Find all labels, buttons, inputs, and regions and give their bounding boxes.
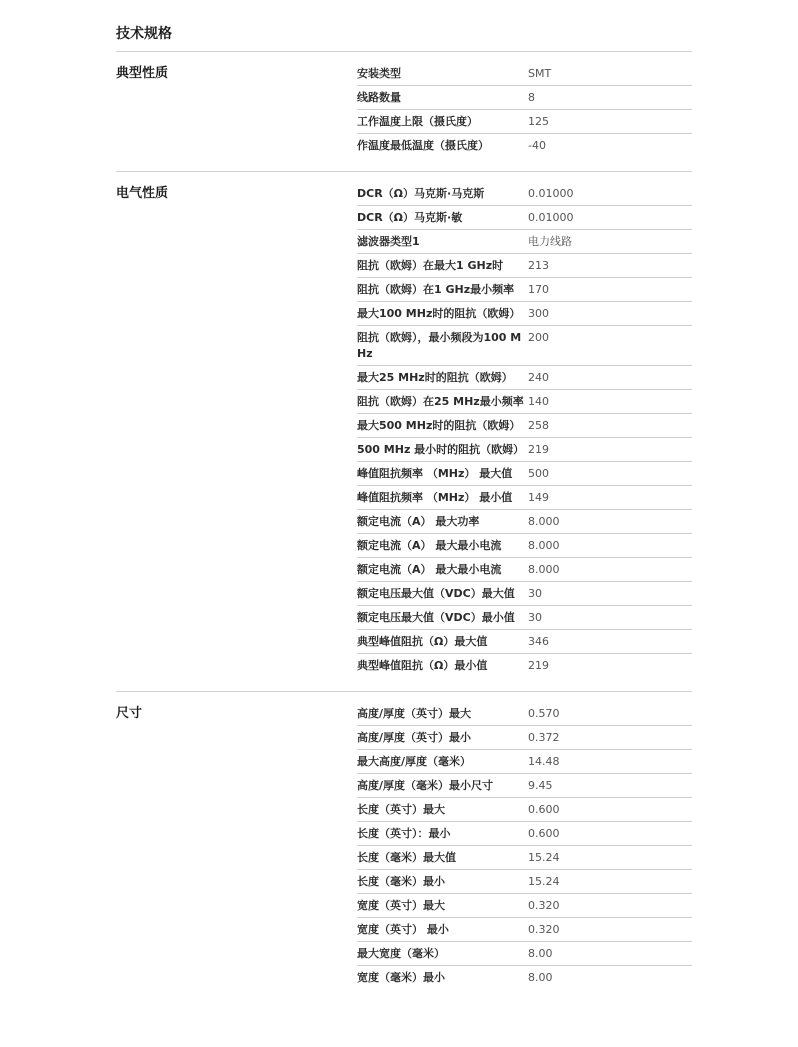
spec-label: 峰值阻抗频率 （MHz） 最小值 <box>357 491 513 504</box>
spec-row <box>357 438 692 462</box>
spec-label: 500 MHz 最小时的阻抗（欧姆） <box>357 443 525 456</box>
spec-row <box>357 750 692 774</box>
spec-value: 300 <box>528 307 549 320</box>
spec-label: 额定电流（A） 最大最小电流 <box>357 539 502 552</box>
spec-row <box>357 134 692 157</box>
spec-row <box>357 462 692 486</box>
spec-label: 滤波器类型1 <box>357 235 420 248</box>
spec-row <box>357 822 692 846</box>
spec-value: 8.00 <box>528 971 553 984</box>
spec-row <box>357 414 692 438</box>
spec-value: 149 <box>528 491 549 504</box>
spec-value: 0.600 <box>528 827 560 840</box>
spec-label: 最大500 MHz时的阻抗（欧姆） <box>357 419 521 432</box>
spec-section <box>116 692 692 989</box>
spec-value: 0.570 <box>528 707 560 720</box>
section-title: 尺寸 <box>116 706 143 721</box>
spec-value: 8.000 <box>528 563 560 576</box>
spec-row <box>357 390 692 414</box>
spec-label: 额定电流（A） 最大最小电流 <box>357 563 502 576</box>
spec-value: 8.000 <box>528 515 560 528</box>
spec-value: 240 <box>528 371 549 384</box>
spec-row <box>357 798 692 822</box>
spec-row <box>357 182 692 206</box>
spec-label: 最大100 MHz时的阻抗（欧姆） <box>357 307 521 320</box>
spec-value: 125 <box>528 115 549 128</box>
spec-row <box>357 206 692 230</box>
spec-value: 0.372 <box>528 731 560 744</box>
spec-value: SMT <box>528 67 552 80</box>
spec-table <box>357 62 692 157</box>
spec-row <box>357 846 692 870</box>
spec-value: 219 <box>528 443 549 456</box>
spec-row <box>357 510 692 534</box>
spec-value: 8 <box>528 91 535 104</box>
spec-label: 额定电压最大值（VDC）最大值 <box>357 587 515 600</box>
spec-value: 0.01000 <box>528 187 574 200</box>
section-title: 典型性质 <box>116 66 169 81</box>
spec-section <box>116 52 692 172</box>
spec-row <box>357 486 692 510</box>
spec-row <box>357 110 692 134</box>
spec-value: 15.24 <box>528 851 560 864</box>
spec-row <box>357 654 692 677</box>
spec-label: 长度（毫米）最大值 <box>357 851 456 864</box>
spec-label: 额定电流（A） 最大功率 <box>357 515 480 528</box>
spec-row <box>357 582 692 606</box>
spec-value: 30 <box>528 587 542 600</box>
spec-row <box>357 254 692 278</box>
spec-label: 阻抗（欧姆）在25 MHz最小频率 <box>357 395 524 408</box>
spec-label: 阻抗（欧姆）在最大1 GHz时 <box>357 259 504 272</box>
spec-label: 安装类型 <box>357 67 401 80</box>
spec-label: DCR（Ω）马克斯·马克斯 <box>357 187 485 200</box>
spec-label: 宽度（英寸）最大 <box>357 899 445 912</box>
spec-value: 0.320 <box>528 899 560 912</box>
spec-value: 140 <box>528 395 549 408</box>
spec-label: 工作温度上限（摄氏度） <box>357 115 478 128</box>
spec-value: 200 <box>528 331 549 344</box>
spec-row <box>357 230 692 254</box>
spec-label: DCR（Ω）马克斯·敏 <box>357 211 463 224</box>
spec-label: 宽度（毫米）最小 <box>357 971 445 984</box>
spec-table <box>357 182 692 677</box>
spec-label: 峰值阻抗频率 （MHz） 最大值 <box>357 467 513 480</box>
spec-row <box>357 918 692 942</box>
spec-row <box>357 326 692 366</box>
spec-value: 170 <box>528 283 549 296</box>
spec-label: 高度/厚度（毫米）最小尺寸 <box>357 779 494 792</box>
spec-row <box>357 702 692 726</box>
spec-row <box>357 630 692 654</box>
spec-row <box>357 366 692 390</box>
spec-label: 最大25 MHz时的阻抗（欧姆） <box>357 371 513 384</box>
spec-label: 长度（英寸）最大 <box>357 803 445 816</box>
spec-value: 258 <box>528 419 549 432</box>
spec-label: 额定电压最大值（VDC）最小值 <box>357 611 515 624</box>
spec-label: 最大高度/厚度（毫米） <box>357 755 472 768</box>
spec-row <box>357 534 692 558</box>
spec-row <box>357 966 692 989</box>
spec-value: 346 <box>528 635 549 648</box>
spec-label: 宽度（英寸） 最小 <box>357 923 449 936</box>
spec-label: 典型峰值阻抗（Ω）最大值 <box>357 635 488 648</box>
spec-value: 0.600 <box>528 803 560 816</box>
spec-table <box>357 702 692 989</box>
page-title: 技术规格 <box>116 26 692 52</box>
spec-value: 0.01000 <box>528 211 574 224</box>
spec-value: 电力线路 <box>528 235 572 248</box>
spec-label: 长度（英寸）：最小 <box>357 827 451 840</box>
spec-row <box>357 302 692 326</box>
spec-value: 500 <box>528 467 549 480</box>
spec-value: 213 <box>528 259 549 272</box>
spec-row <box>357 278 692 302</box>
spec-value: 15.24 <box>528 875 560 888</box>
spec-value: 14.48 <box>528 755 560 768</box>
spec-row <box>357 726 692 750</box>
spec-value: 0.320 <box>528 923 560 936</box>
spec-value: 9.45 <box>528 779 553 792</box>
spec-row <box>357 894 692 918</box>
spec-row <box>357 774 692 798</box>
spec-label: 线路数量 <box>357 91 401 104</box>
spec-label: 阻抗（欧姆）在1 GHz最小频率 <box>357 283 515 296</box>
spec-value: 8.000 <box>528 539 560 552</box>
spec-label: 长度（毫米）最小 <box>357 875 445 888</box>
spec-row <box>357 870 692 894</box>
spec-label: 阻抗（欧姆），最小频段为100 MHz <box>357 331 522 360</box>
spec-value: 30 <box>528 611 542 624</box>
spec-row <box>357 558 692 582</box>
section-title: 电气性质 <box>116 186 169 201</box>
spec-label: 最大宽度（毫米） <box>357 947 445 960</box>
spec-label: 高度/厚度（英寸）最小 <box>357 731 472 744</box>
spec-label: 典型峰值阻抗（Ω）最小值 <box>357 659 488 672</box>
spec-row <box>357 62 692 86</box>
spec-section <box>116 172 692 692</box>
spec-row <box>357 86 692 110</box>
spec-label: 高度/厚度（英寸）最大 <box>357 707 472 720</box>
spec-sections <box>116 52 692 989</box>
spec-label: 作温度最低温度（摄氏度） <box>357 139 489 152</box>
spec-row <box>357 606 692 630</box>
spec-value: 8.00 <box>528 947 553 960</box>
spec-value: -40 <box>528 139 546 152</box>
spec-row <box>357 942 692 966</box>
spec-page <box>116 26 692 989</box>
spec-value: 219 <box>528 659 549 672</box>
